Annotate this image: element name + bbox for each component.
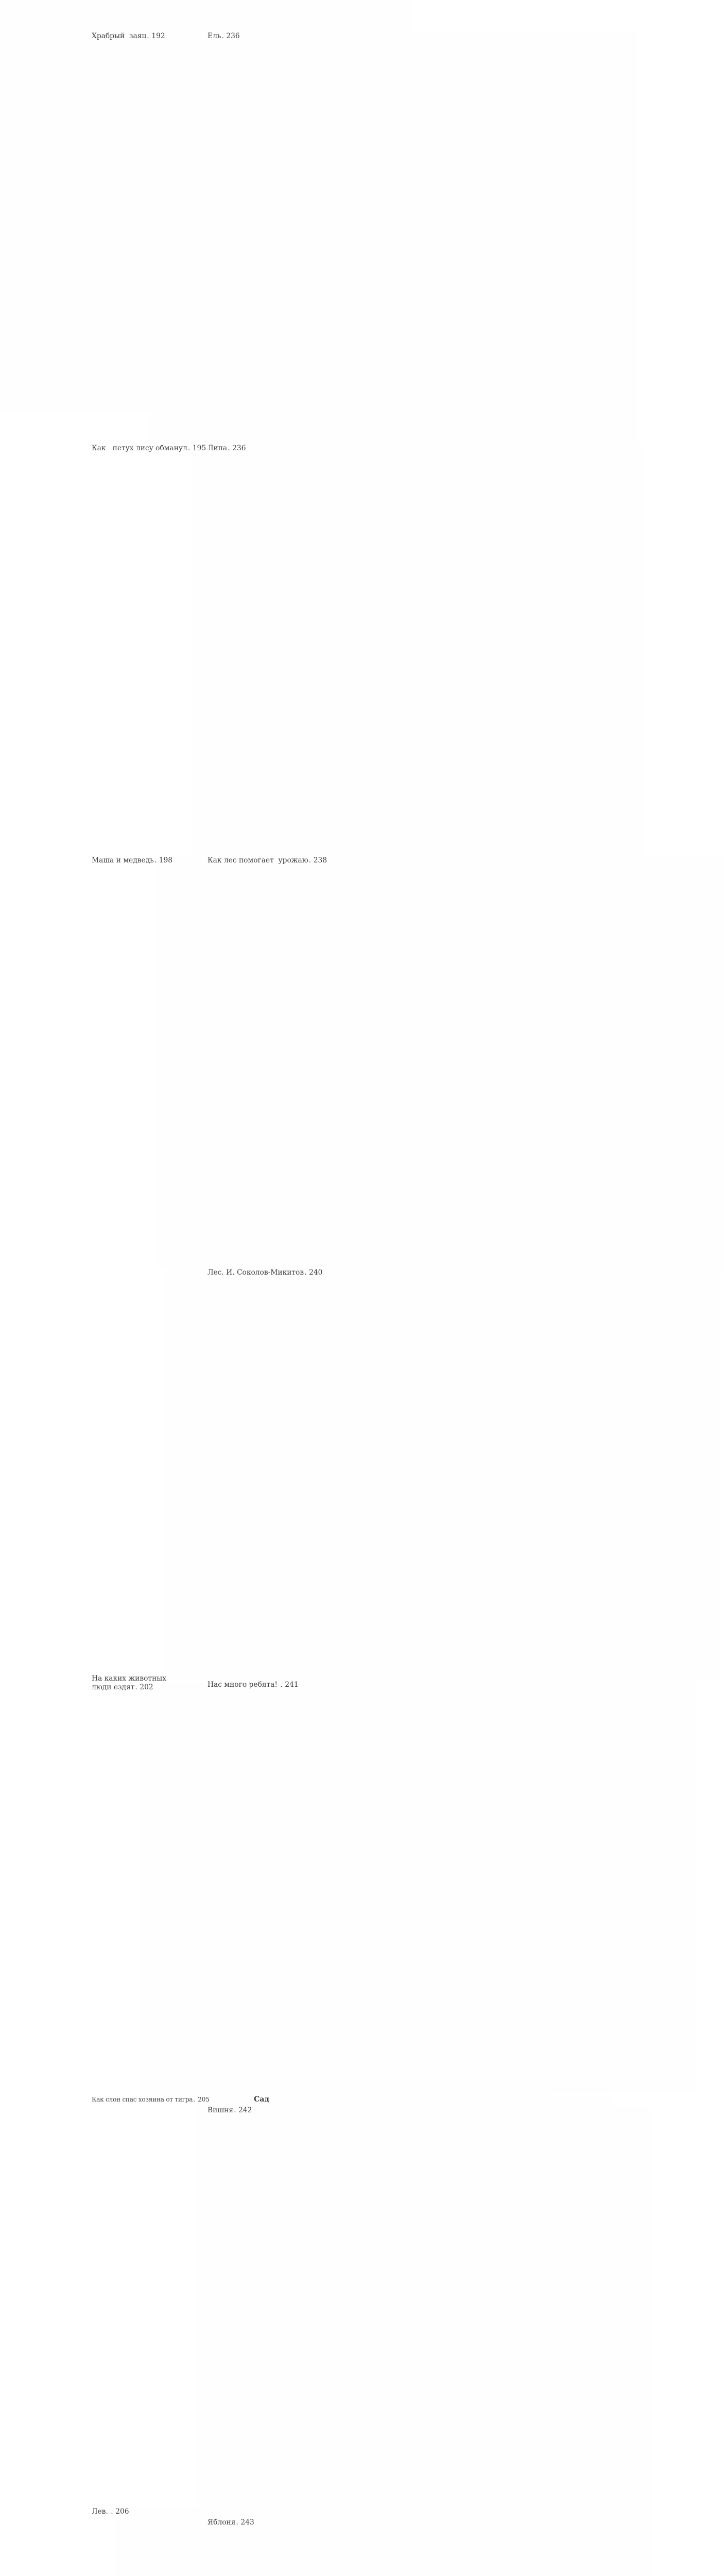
dot-leader	[154, 856, 158, 865]
entry-page-number: 195	[192, 444, 604, 856]
entry-title: Как петух лису обманул	[92, 444, 187, 452]
dot-leader	[304, 1268, 308, 1277]
toc-entry	[208, 32, 316, 444]
toc-entry	[92, 2095, 210, 2507]
toc-entry	[92, 856, 199, 1268]
entry-title: Маша и медведь	[92, 856, 154, 865]
dot-leader	[221, 32, 225, 41]
dot-leader	[134, 1683, 139, 1692]
entry-page-number: 240	[308, 1268, 721, 1681]
toc-entry	[92, 444, 206, 856]
entry-title: Ель	[208, 32, 221, 40]
entry-title: Как лес помогает урожаю	[208, 856, 308, 865]
toc-entry	[208, 2106, 316, 2518]
entry-page-number: 242	[237, 2106, 650, 2518]
entry-title: Вишня	[208, 2106, 234, 2114]
dot-leader	[146, 32, 150, 41]
toc-column-right	[208, 32, 327, 2576]
toc-entry	[92, 32, 199, 444]
section-heading: Сад	[254, 2095, 269, 2104]
dot-leader	[235, 2518, 239, 2527]
entry-page-number: 202	[139, 1683, 551, 2095]
entry-title: Липа	[208, 444, 228, 452]
entry-page-number: 192	[150, 32, 563, 444]
entry-page-number: 243	[239, 2518, 652, 2576]
entry-title: Храбрый заяц	[92, 32, 147, 40]
entry-title: люди ездят	[92, 1683, 135, 1691]
dot-leader	[233, 2106, 237, 2115]
entry-page-number: 206	[114, 2507, 527, 2576]
dot-leader	[308, 856, 313, 865]
dot-leader	[110, 2507, 114, 2516]
toc-entry	[208, 1268, 323, 1681]
toc-entry	[208, 444, 316, 856]
toc-entry	[92, 2507, 199, 2576]
toc-entry	[92, 1268, 199, 1683]
toc-entry	[92, 1683, 199, 2095]
entry-page-number: 236	[231, 444, 644, 856]
entry-title: Нас много ребята!	[208, 1681, 280, 1689]
entry-page-number: 238	[313, 856, 725, 1268]
toc-entry	[208, 1681, 316, 2093]
entry-title: На каких животных	[92, 1674, 167, 1683]
entry-title: Лес. И. Соколов-Микитов	[208, 1268, 304, 1277]
toc-entry	[208, 856, 327, 1268]
dot-leader	[193, 2095, 197, 2104]
dot-leader	[187, 444, 192, 453]
entry-title: Лев.	[92, 2507, 111, 2516]
entry-title: Яблоня	[208, 2518, 236, 2527]
toc-entry	[208, 2518, 316, 2576]
dot-leader	[280, 1681, 284, 1689]
entry-page-number: 198	[158, 856, 571, 1268]
toc-column-left	[92, 32, 210, 2576]
entry-page-number: 241	[284, 1681, 697, 2093]
dot-leader	[227, 444, 231, 453]
entry-page-number: 236	[225, 32, 638, 444]
entry-page-number: 205	[197, 2095, 610, 2507]
entry-title: Как слон спас хозяина от тигра	[92, 2095, 193, 2103]
